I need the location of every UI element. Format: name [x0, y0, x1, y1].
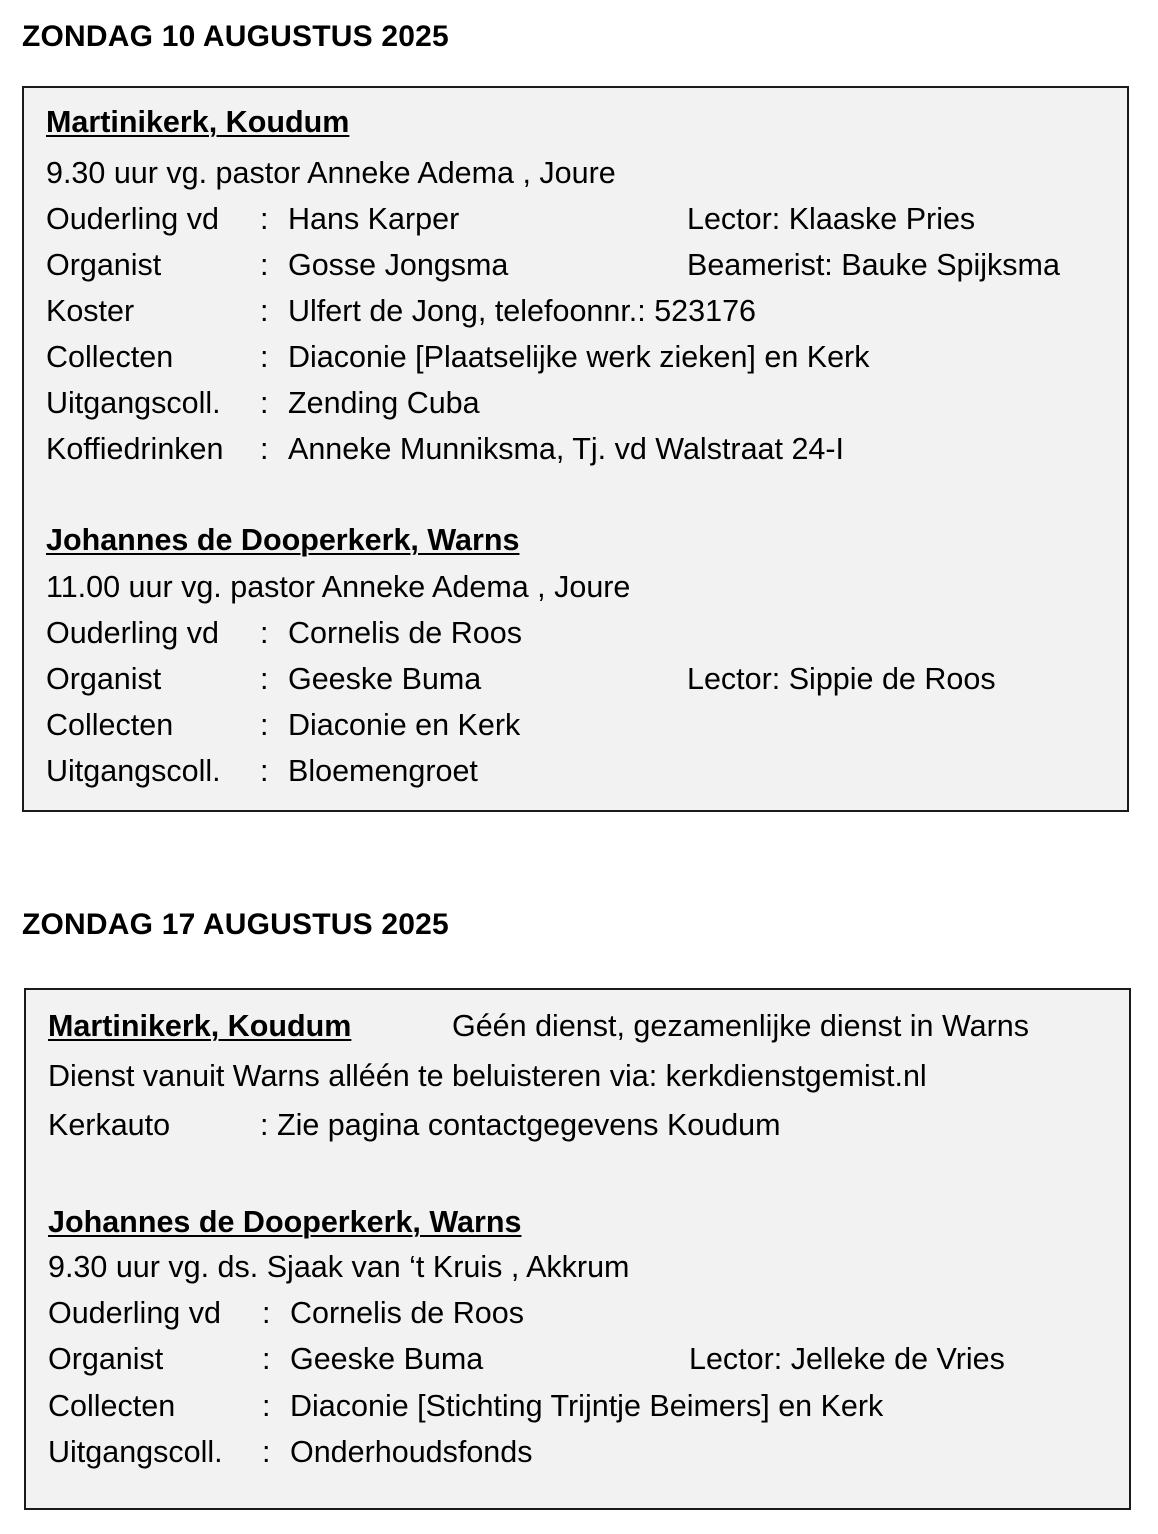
- service-time: 9.30 uur vg. pastor Anneke Adema , Joure: [46, 156, 616, 190]
- row-colon: :: [262, 1342, 271, 1376]
- church-name: Martinikerk, Koudum: [48, 1009, 352, 1043]
- row-value: Gosse Jongsma: [288, 248, 509, 282]
- row-colon: :: [260, 754, 269, 788]
- service-box: [24, 988, 1131, 1510]
- row-label: Ouderling vd: [46, 616, 219, 650]
- row-label: Koster: [46, 294, 135, 328]
- row-colon: :: [260, 294, 269, 328]
- row-label: Collecten: [48, 1389, 176, 1423]
- row-colon: :: [260, 432, 269, 466]
- row-colon: :: [260, 340, 269, 374]
- row-label: Koffiedrinken: [46, 432, 224, 466]
- row-value: Cornelis de Roos: [288, 616, 522, 650]
- row-value: Zending Cuba: [288, 386, 480, 420]
- row-value: Diaconie en Kerk: [288, 708, 521, 742]
- day-heading: ZONDAG 10 AUGUSTUS 2025: [22, 20, 449, 53]
- row-value: Geeske Buma: [288, 662, 482, 696]
- row-label: Uitgangscoll.: [48, 1435, 223, 1469]
- row-colon: :: [260, 616, 269, 650]
- row-label: Collecten: [46, 340, 174, 374]
- row-label: Ouderling vd: [48, 1296, 221, 1330]
- row-extra: Lector: Sippie de Roos: [687, 662, 996, 696]
- row-extra: Beamerist: Bauke Spijksma: [687, 248, 1060, 282]
- service-note: Géén dienst, gezamenlijke dienst in Warns: [452, 1009, 1029, 1043]
- row-value: : Zie pagina contactgegevens Koudum: [260, 1108, 781, 1142]
- row-value: Ulfert de Jong, telefoonnr.: 523176: [288, 294, 756, 328]
- row-label: Uitgangscoll.: [46, 386, 221, 420]
- row-value: Hans Karper: [288, 202, 460, 236]
- row-label: Ouderling vd: [46, 202, 219, 236]
- row-value: Bloemengroet: [288, 754, 478, 788]
- service-time: 11.00 uur vg. pastor Anneke Adema , Joure: [46, 570, 631, 604]
- row-colon: :: [260, 248, 269, 282]
- row-value: Cornelis de Roos: [290, 1296, 524, 1330]
- service-box: [22, 86, 1129, 812]
- row-value: Diaconie [Stichting Trijntje Beimers] en Kerk: [290, 1389, 884, 1423]
- day-heading: ZONDAG 17 AUGUSTUS 2025: [22, 908, 449, 941]
- row-label: Organist: [48, 1342, 164, 1376]
- church-name: Johannes de Dooperkerk, Warns: [46, 523, 520, 557]
- row-label: Organist: [46, 248, 162, 282]
- row-label: Organist: [46, 662, 162, 696]
- row-colon: :: [260, 662, 269, 696]
- church-name: Martinikerk, Koudum: [46, 105, 350, 139]
- row-label: Kerkauto: [48, 1108, 171, 1142]
- church-name: Johannes de Dooperkerk, Warns: [48, 1205, 522, 1239]
- row-extra: Lector: Klaaske Pries: [687, 202, 976, 236]
- row-colon: :: [262, 1389, 271, 1423]
- service-time: 9.30 uur vg. ds. Sjaak van ‘t Kruis , Akkrum: [48, 1250, 630, 1284]
- row-colon: :: [260, 202, 269, 236]
- row-value: Geeske Buma: [290, 1342, 484, 1376]
- row-colon: :: [262, 1296, 271, 1330]
- row-extra: Lector: Jelleke de Vries: [689, 1342, 1005, 1376]
- row-value: Diaconie [Plaatselijke werk zieken] en Kerk: [288, 340, 870, 374]
- broadcast-note: Dienst vanuit Warns alléén te beluisteren via: kerkdienstgemist.nl: [48, 1059, 927, 1093]
- row-value: Onderhoudsfonds: [290, 1435, 533, 1469]
- row-colon: :: [260, 708, 269, 742]
- row-value: Anneke Munniksma, Tj. vd Walstraat 24-I: [288, 432, 844, 466]
- row-colon: :: [260, 386, 269, 420]
- row-colon: :: [262, 1435, 271, 1469]
- row-label: Uitgangscoll.: [46, 754, 221, 788]
- row-label: Collecten: [46, 708, 174, 742]
